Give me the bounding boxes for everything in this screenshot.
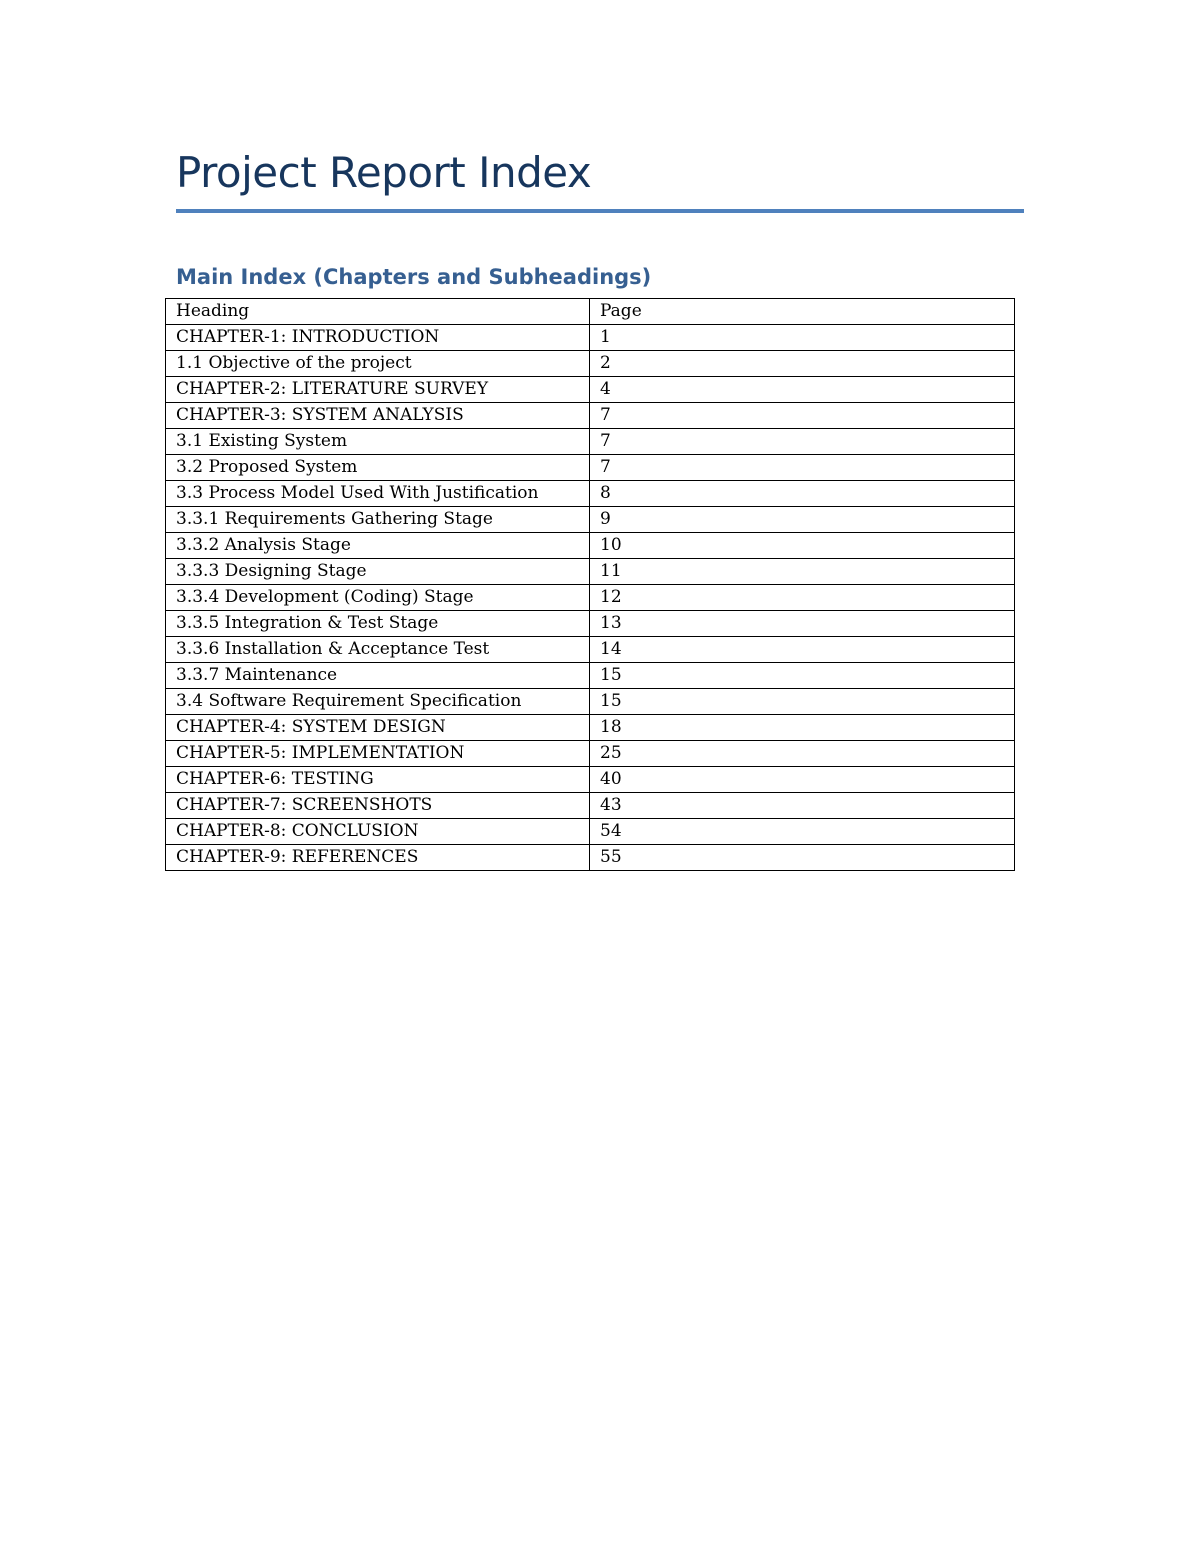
table-row: [166, 507, 1015, 533]
row-page-cell: 15: [590, 689, 1015, 715]
table-row: [166, 351, 1015, 377]
row-heading-cell: 3.1 Existing System: [166, 429, 590, 455]
table-row: [166, 819, 1015, 845]
row-page-cell: 11: [590, 559, 1015, 585]
row-heading-cell: 3.3 Process Model Used With Justification: [166, 481, 590, 507]
document-title: Project Report Index: [176, 148, 592, 197]
row-heading-cell: 3.3.2 Analysis Stage: [166, 533, 590, 559]
table-row: [166, 481, 1015, 507]
table-row: [166, 689, 1015, 715]
row-heading-cell: 3.3.1 Requirements Gathering Stage: [166, 507, 590, 533]
row-page-cell: 8: [590, 481, 1015, 507]
row-page-cell: 15: [590, 663, 1015, 689]
row-heading-cell: 3.2 Proposed System: [166, 455, 590, 481]
header-cell-page: Page: [590, 299, 1015, 325]
row-page-cell: 12: [590, 585, 1015, 611]
row-heading-cell: 1.1 Objective of the project: [166, 351, 590, 377]
row-heading-cell: CHAPTER-7: SCREENSHOTS: [166, 793, 590, 819]
table-row: [166, 533, 1015, 559]
row-page-cell: 4: [590, 377, 1015, 403]
row-page-cell: 7: [590, 403, 1015, 429]
index-table: [165, 298, 1015, 871]
table-row: [166, 715, 1015, 741]
table-row: [166, 793, 1015, 819]
table-row: [166, 611, 1015, 637]
table-row: [166, 585, 1015, 611]
row-heading-cell: CHAPTER-4: SYSTEM DESIGN: [166, 715, 590, 741]
table-row: [166, 325, 1015, 351]
row-heading-cell: CHAPTER-1: INTRODUCTION: [166, 325, 590, 351]
row-page-cell: 2: [590, 351, 1015, 377]
row-heading-cell: 3.3.4 Development (Coding) Stage: [166, 585, 590, 611]
row-page-cell: 10: [590, 533, 1015, 559]
row-page-cell: 18: [590, 715, 1015, 741]
section-heading: Main Index (Chapters and Subheadings): [176, 265, 652, 289]
row-page-cell: 54: [590, 819, 1015, 845]
title-underline-rule: [176, 209, 1024, 213]
row-heading-cell: 3.4 Software Requirement Specification: [166, 689, 590, 715]
row-page-cell: 1: [590, 325, 1015, 351]
row-page-cell: 40: [590, 767, 1015, 793]
table-row: [166, 845, 1015, 871]
row-heading-cell: CHAPTER-5: IMPLEMENTATION: [166, 741, 590, 767]
table-row: [166, 429, 1015, 455]
row-page-cell: 9: [590, 507, 1015, 533]
row-heading-cell: 3.3.6 Installation & Acceptance Test: [166, 637, 590, 663]
row-heading-cell: CHAPTER-9: REFERENCES: [166, 845, 590, 871]
table-row: [166, 741, 1015, 767]
table-header-row: [166, 299, 1015, 325]
table-row: [166, 455, 1015, 481]
row-page-cell: 55: [590, 845, 1015, 871]
row-heading-cell: CHAPTER-3: SYSTEM ANALYSIS: [166, 403, 590, 429]
row-page-cell: 25: [590, 741, 1015, 767]
row-heading-cell: CHAPTER-6: TESTING: [166, 767, 590, 793]
row-heading-cell: CHAPTER-2: LITERATURE SURVEY: [166, 377, 590, 403]
row-page-cell: 14: [590, 637, 1015, 663]
table-row: [166, 767, 1015, 793]
row-page-cell: 7: [590, 429, 1015, 455]
row-page-cell: 43: [590, 793, 1015, 819]
row-heading-cell: 3.3.7 Maintenance: [166, 663, 590, 689]
row-heading-cell: 3.3.3 Designing Stage: [166, 559, 590, 585]
index-table-body: [166, 299, 1015, 871]
header-cell-heading: Heading: [166, 299, 590, 325]
table-row: [166, 663, 1015, 689]
table-row: [166, 559, 1015, 585]
row-heading-cell: 3.3.5 Integration & Test Stage: [166, 611, 590, 637]
table-row: [166, 637, 1015, 663]
table-row: [166, 377, 1015, 403]
row-page-cell: 13: [590, 611, 1015, 637]
row-page-cell: 7: [590, 455, 1015, 481]
table-row: [166, 403, 1015, 429]
row-heading-cell: CHAPTER-8: CONCLUSION: [166, 819, 590, 845]
